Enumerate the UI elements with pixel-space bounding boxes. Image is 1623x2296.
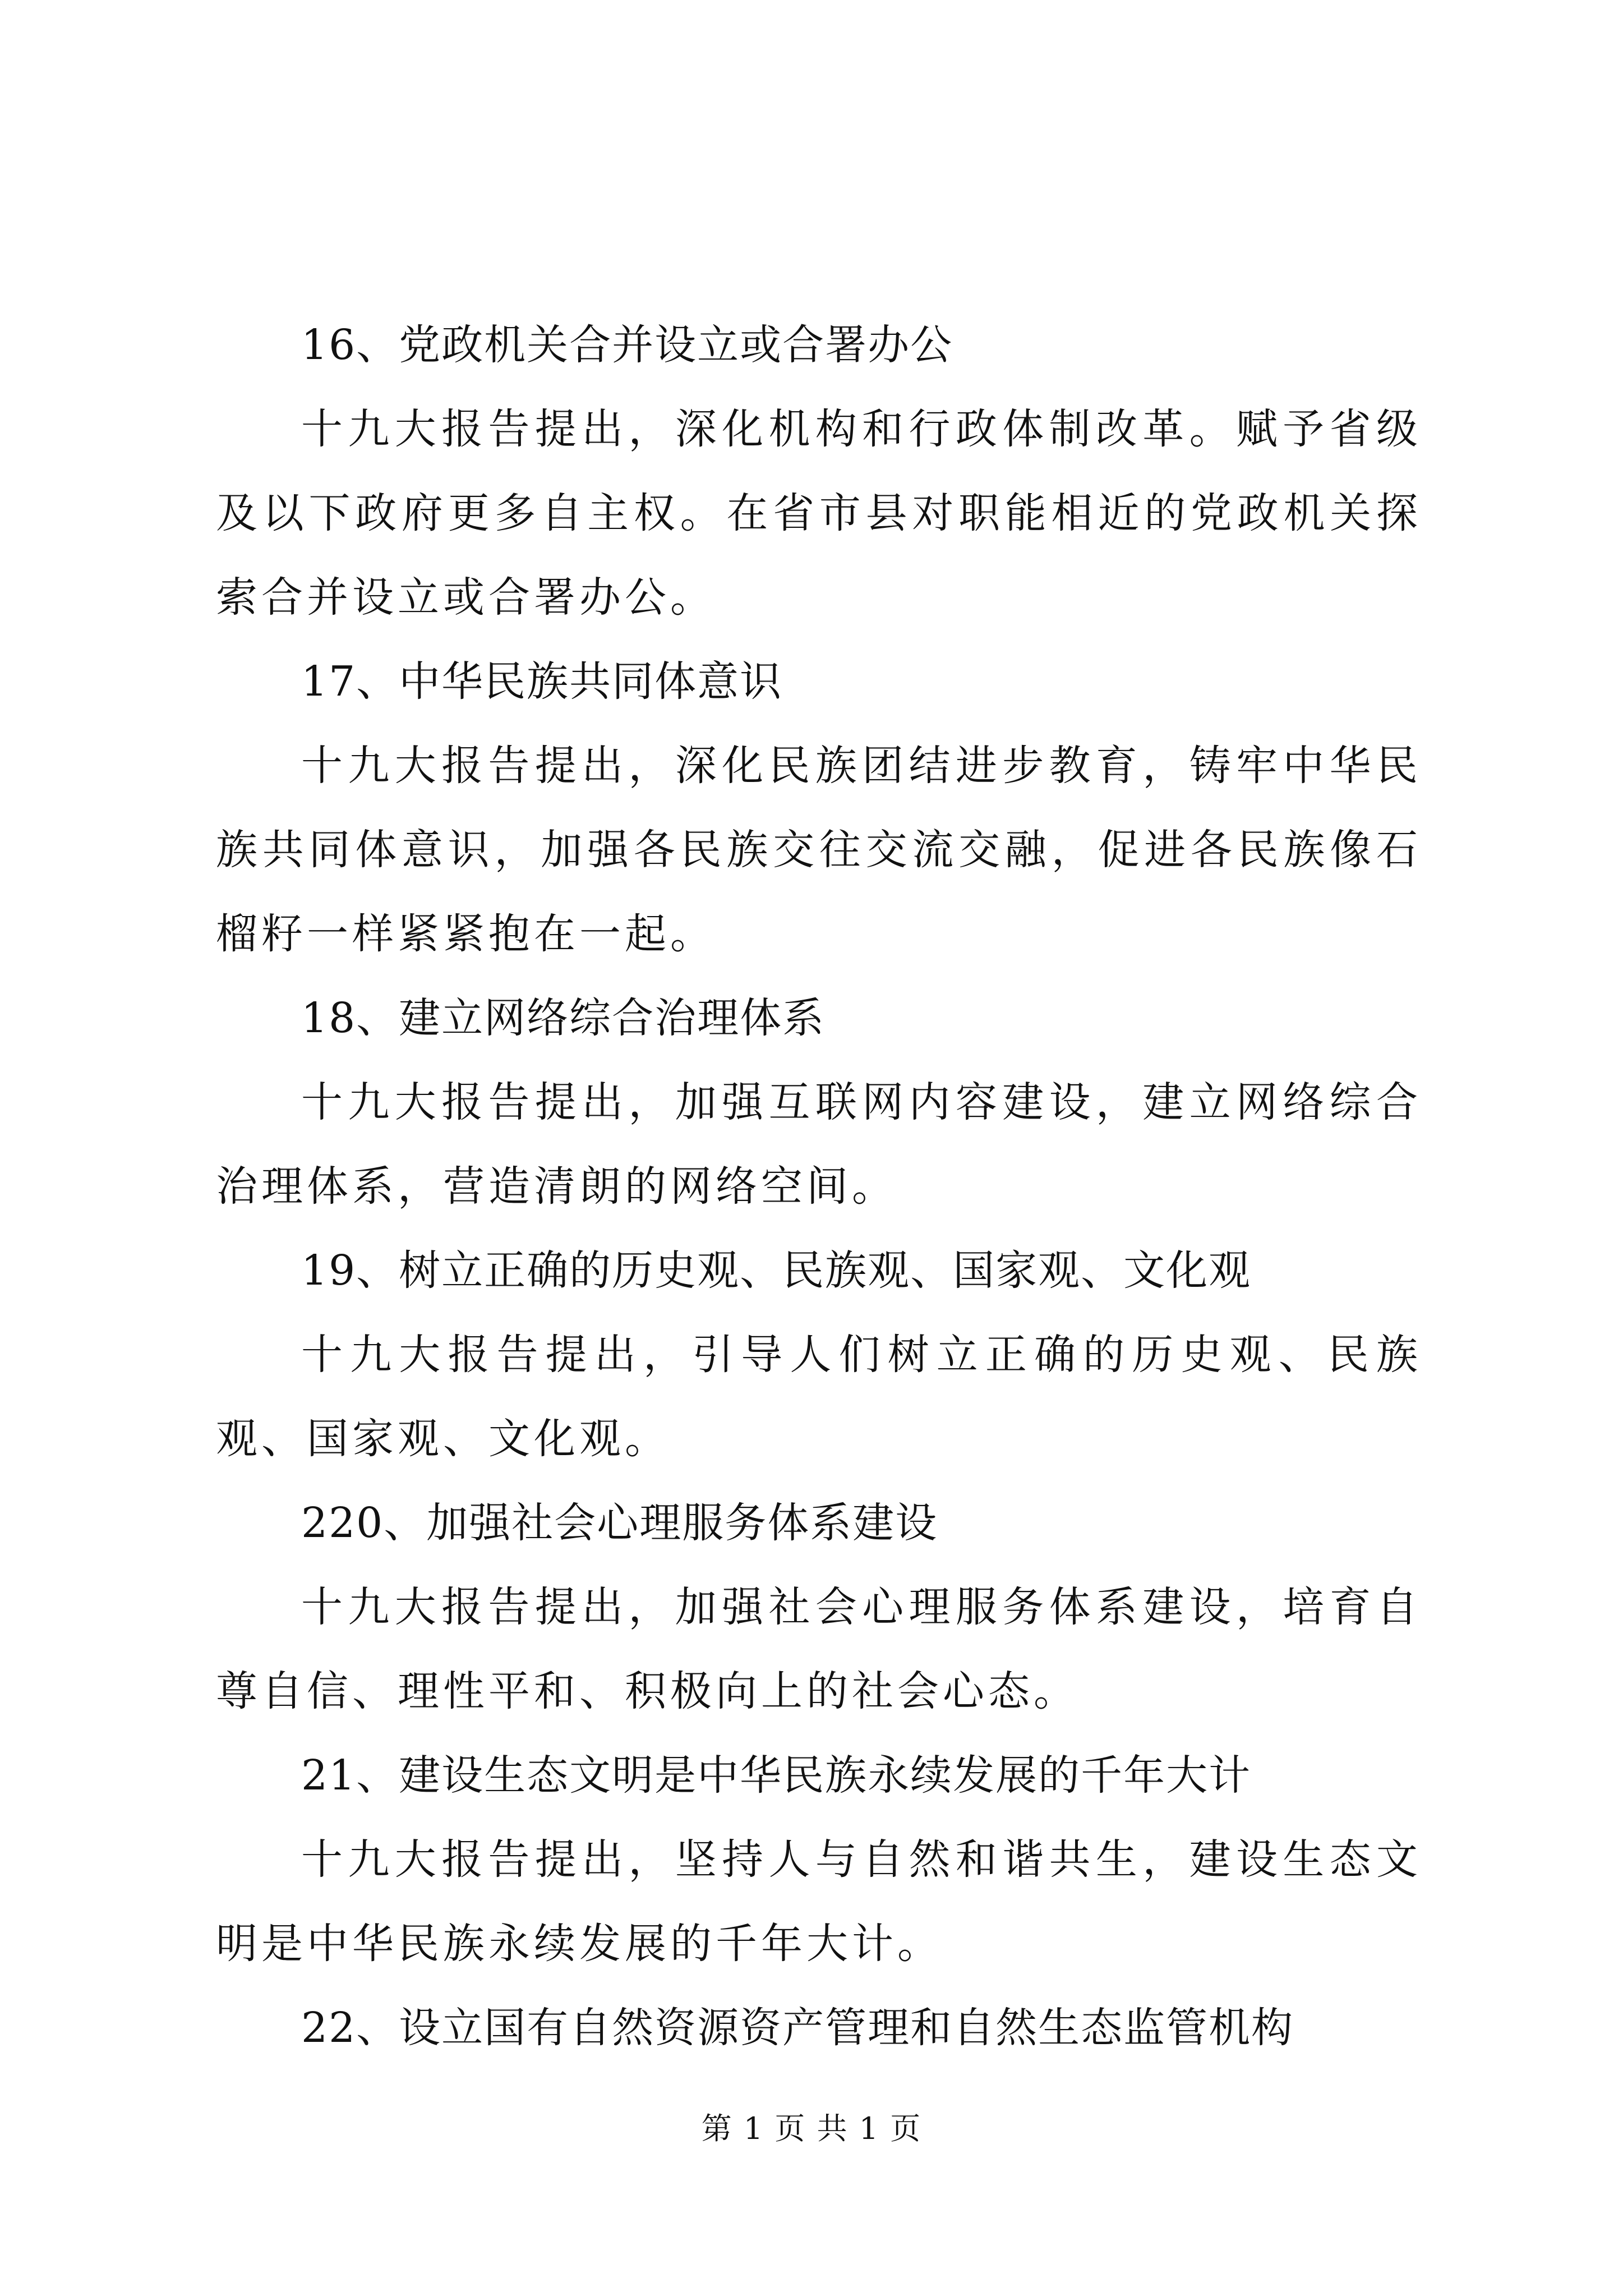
section-heading-18: 18、建立网络综合治理体系 bbox=[301, 994, 826, 1042]
section-body-19: 十九大报告提出，引导人们树立正确的历史观、民族观、国家观、文化观。 bbox=[216, 1331, 1422, 1463]
section-body-220: 十九大报告提出，加强社会心理服务体系建设，培育自尊自信、理性平和、积极向上的社会心态。 bbox=[216, 1583, 1422, 1715]
section-heading-19: 19、树立正确的历史观、民族观、国家观、文化观 bbox=[301, 1246, 1252, 1295]
section-body-16: 十九大报告提出，深化机构和行政体制改革。赋予省级及以下政府更多自主权。在省市县对职能相近的党政机关探索合并设立或合署办公。 bbox=[216, 405, 1422, 622]
document-body bbox=[216, 303, 1422, 2070]
section-heading-21: 21、建设生态文明是中华民族永续发展的千年大计 bbox=[301, 1751, 1252, 1800]
section-body-21: 十九大报告提出，坚持人与自然和谐共生，建设生态文明是中华民族永续发展的千年大计。 bbox=[216, 1835, 1422, 1968]
section-heading-16: 16、党政机关合并设立或合署办公 bbox=[301, 321, 953, 369]
section-body-18: 十九大报告提出，加强互联网内容建设，建立网络综合治理体系，营造清朗的网络空间。 bbox=[216, 1078, 1422, 1211]
section-heading-22: 22、设立国有自然资源资产管理和自然生态监管机构 bbox=[301, 2004, 1294, 2052]
section-heading-220: 220、加强社会心理服务体系建设 bbox=[301, 1499, 938, 1547]
section-body-17: 十九大报告提出，深化民族团结进步教育，铸牢中华民族共同体意识，加强各民族交往交流交融，促进各民族像石榴籽一样紧紧抱在一起。 bbox=[216, 742, 1422, 958]
page-footer: 第 1 页 共 1 页 bbox=[701, 2111, 922, 2146]
section-heading-17: 17、中华民族共同体意识 bbox=[301, 657, 783, 706]
